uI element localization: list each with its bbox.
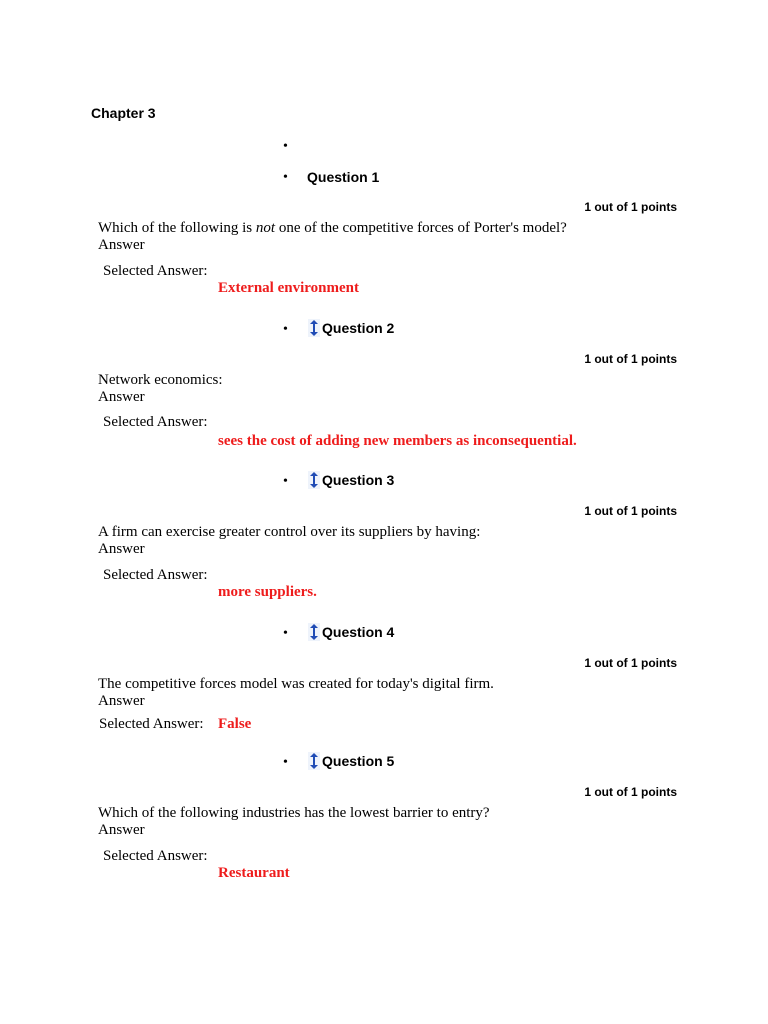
- question-4-selected-answer: False: [218, 716, 252, 732]
- question-3-answer-label: Answer: [98, 541, 145, 557]
- question-4-text: The competitive forces model was created for today's digital firm.: [98, 676, 494, 692]
- question-4-answer-label: Answer: [98, 693, 145, 709]
- question-1-points: 1 out of 1 points: [584, 200, 677, 214]
- question-2-answer-label: Answer: [98, 389, 145, 405]
- question-1-selected-label: Selected Answer:: [103, 263, 208, 279]
- question-5-text: Which of the following industries has the lowest barrier to entry?: [98, 805, 490, 821]
- question-bullet: •: [283, 755, 288, 770]
- question-heading-label: Question 2: [322, 320, 395, 336]
- question-3-selected-answer: more suppliers.: [218, 584, 317, 600]
- question-heading-label: Question 3: [322, 472, 395, 488]
- question-1-heading[interactable]: [307, 169, 379, 185]
- vertical-resize-arrow-icon[interactable]: [308, 319, 320, 337]
- question-3-points: 1 out of 1 points: [584, 504, 677, 518]
- question-5-selected-answer: Restaurant: [218, 865, 290, 881]
- question-heading-label: Question 5: [322, 753, 395, 769]
- question-4-heading[interactable]: [308, 623, 394, 641]
- vertical-resize-arrow-icon[interactable]: [308, 623, 320, 641]
- question-5-selected-label: Selected Answer:: [103, 848, 208, 864]
- vertical-resize-arrow-icon[interactable]: [308, 471, 320, 489]
- question-bullet: •: [283, 474, 288, 489]
- question-bullet: •: [283, 170, 288, 185]
- question-bullet: •: [283, 322, 288, 337]
- question-2-selected-label: Selected Answer:: [103, 414, 208, 430]
- question-4-points: 1 out of 1 points: [584, 656, 677, 670]
- question-5-answer-label: Answer: [98, 822, 145, 838]
- question-1-answer-label: Answer: [98, 237, 145, 253]
- question-heading-label: Question 4: [322, 624, 395, 640]
- question-heading-label: Question 1: [307, 169, 380, 185]
- question-1-selected-answer: External environment: [218, 280, 359, 296]
- question-3-heading[interactable]: [308, 471, 394, 489]
- question-2-points: 1 out of 1 points: [584, 352, 677, 366]
- question-2-heading[interactable]: [308, 319, 394, 337]
- question-5-heading[interactable]: [308, 752, 394, 770]
- question-1-text: Which of the following is not one of the competitive forces of Porter's model?: [98, 220, 567, 236]
- question-3-selected-label: Selected Answer:: [103, 567, 208, 583]
- emphasis: not: [255, 220, 276, 236]
- chapter-title: Chapter 3: [91, 105, 156, 121]
- empty-bullet: •: [283, 139, 288, 154]
- question-5-points: 1 out of 1 points: [584, 785, 677, 799]
- question-bullet: •: [283, 626, 288, 641]
- question-4-selected-label: Selected Answer:: [99, 716, 204, 732]
- question-2-text: Network economics:: [98, 372, 223, 388]
- question-3-text: A firm can exercise greater control over its suppliers by having:: [98, 524, 481, 540]
- vertical-resize-arrow-icon[interactable]: [308, 752, 320, 770]
- question-2-selected-answer: sees the cost of adding new members as inconsequential.: [218, 433, 577, 449]
